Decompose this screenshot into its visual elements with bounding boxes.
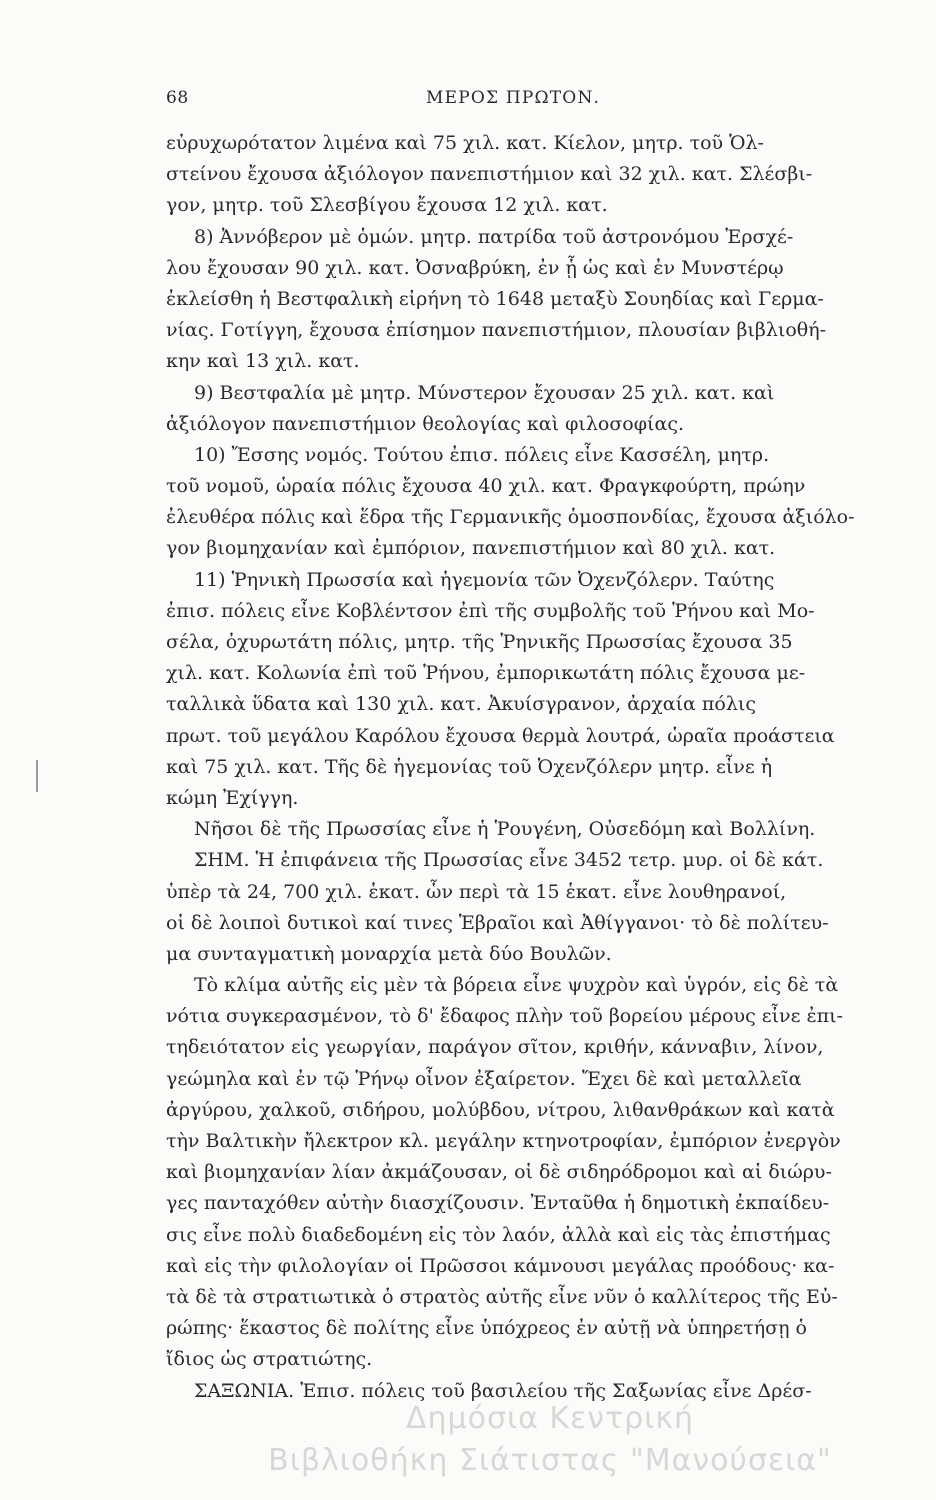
text-line: οἱ δὲ λοιποὶ δυτικοὶ καί τινες Ἑβραῖοι καὶ Ἀθίγγανοι· τὸ δὲ πολίτευ- — [166, 911, 829, 934]
text-line: σις εἶνε πολὺ διαδεδομένη εἰς τὸν λαόν, ἀλλὰ καὶ εἰς τὰς ἐπιστήμας — [166, 1223, 831, 1246]
text-line: ἐπισ. πόλεις εἶνε Κοβλέντσον ἐπὶ τῆς συμβολῆς τοῦ Ῥήνου καὶ Μο- — [166, 599, 815, 622]
margin-mark — [36, 760, 38, 792]
text-line: νίας. Γοτίγγη, ἔχουσα ἐπίσημον πανεπιστήμιον, πλουσίαν βιβλιοθή- — [166, 319, 827, 342]
text-line: ἀξιόλογον πανεπιστήμιον θεολογίας καὶ φιλοσοφίας. — [166, 412, 685, 435]
watermark-line: Βιβλιοθήκη Σιάτιστας "Μανούσεια" — [268, 1443, 832, 1478]
text-line: ἐκλείσθη ἡ Βεστφαλικὴ εἰρήνη τὸ 1648 μεταξὺ Σουηδίας καὶ Γερμα- — [166, 287, 824, 310]
text-line: ταλλικὰ ὕδατα καὶ 130 χιλ. κατ. Ἀκυίσγρανον, ἀρχαία πόλις — [166, 693, 756, 716]
text-line: πρωτ. τοῦ μεγάλου Καρόλου ἔχουσα θερμὰ λουτρά, ὡραῖα προάστεια — [166, 724, 835, 747]
page-number: 68 — [166, 88, 189, 108]
text-line: ρώπης· ἕκαστος δὲ πολίτης εἶνε ὑπόχρεος ἐν αὐτῇ νὰ ὑπηρετήσῃ ὁ — [166, 1317, 807, 1340]
text-line: τὴν Βαλτικὴν ἤλεκτρον κλ. μεγάλην κτηνοτροφίαν, ἐμπόριον ἐνεργὸν — [166, 1130, 841, 1152]
text-line: ἴδιος ὡς στρατιώτης. — [166, 1348, 373, 1371]
text-line: ὑπὲρ τὰ 24, 700 χιλ. ἑκατ. ὧν περὶ τὰ 15 ἑκατ. εἶνε λουθηρανοί, — [166, 880, 787, 903]
text-line: λου ἔχουσαν 90 χιλ. κατ. Ὀσναβρύκη, ἐν ᾗ ὡς καὶ ἐν Μυνστέρῳ — [166, 256, 784, 279]
library-watermark — [200, 1398, 900, 1488]
text-line: καὶ εἰς τὴν φιλολογίαν οἱ Πρῶσσοι κάμνουσι μεγάλας προόδους· κα- — [166, 1254, 835, 1277]
text-line: τοῦ νομοῦ, ὡραία πόλις ἔχουσα 40 χιλ. κατ. Φραγκφούρτη, πρώην — [166, 475, 806, 498]
text-line: μα συνταγματικὴ μοναρχία μετὰ δύο Βουλῶν. — [166, 942, 612, 965]
watermark-line: Δημόσια Κεντρική — [405, 1401, 695, 1436]
text-line: καὶ 75 χιλ. κατ. Τῆς δὲ ἡγεμονίας τοῦ Ὀχενζόλερν μητρ. εἶνε ἡ — [166, 755, 773, 778]
text-line: 11) Ῥηνικὴ Πρωσσία καὶ ἡγεμονία τῶν Ὀχενζόλερν. Ταύτης — [194, 568, 775, 591]
text-line: γον βιομηχανίαν καὶ ἐμπόριον, πανεπιστήμιον καὶ 80 χιλ. κατ. — [166, 537, 776, 560]
text-line: ΣΑΞΩΝΙΑ. Ἐπισ. πόλεις τοῦ βασιλείου τῆς Σαξωνίας εἶνε Δρέσ- — [194, 1379, 812, 1402]
text-line: Νῆσοι δὲ τῆς Πρωσσίας εἶνε ἡ Ῥουγένη, Οὐσεδόμη καὶ Βολλίνη. — [194, 818, 816, 841]
text-line: χιλ. κατ. Κολωνία ἐπὶ τοῦ Ῥήνου, ἐμπορικωτάτη πόλις ἔχουσα με- — [166, 662, 806, 685]
text-line: Τὸ κλίμα αὐτῆς εἰς μὲν τὰ βόρεια εἶνε ψυχρὸν καὶ ὑγρόν, εἰς δὲ τὰ — [194, 974, 839, 997]
page-header — [166, 88, 778, 118]
text-line: 9) Βεστφαλία μὲ μητρ. Μύνστερον ἔχουσαν 25 χιλ. κατ. καὶ — [194, 381, 775, 404]
text-line: τηδειότατον εἰς γεωργίαν, παράγον σῖτον, κριθήν, κάνναβιν, λίνον, — [166, 1036, 824, 1059]
text-line: ἐλευθέρα πόλις καὶ ἕδρα τῆς Γερμανικῆς ὁμοσπονδίας, ἔχουσα ἀξιόλο- — [166, 506, 855, 529]
text-line: νότια συγκερασμένον, τὸ δ' ἔδαφος πλὴν τοῦ βορείου μέρους εἶνε ἐπι- — [166, 1005, 844, 1028]
text-line: ἀργύρου, χαλκοῦ, σιδήρου, μολύβδου, νίτρου, λιθανθράκων καὶ κατὰ — [166, 1098, 835, 1121]
text-line: 10) Ἔσσης νομός. Τούτου ἐπισ. πόλεις εἶνε Κασσέλη, μητρ. — [194, 443, 770, 466]
text-line: τὰ δὲ τὰ στρατιωτικὰ ὁ στρατὸς αὐτῆς εἶνε νῦν ὁ καλλίτερος τῆς Εὐ- — [166, 1285, 838, 1308]
text-line: κώμη Ἐχίγγη. — [166, 786, 299, 809]
text-line: γες πανταχόθεν αὐτὴν διασχίζουσιν. Ἐνταῦθα ἡ δημοτικὴ ἐκπαίδευ- — [166, 1192, 830, 1215]
running-head: ΜΕΡΟΣ ΠΡΩΤΟΝ. — [426, 88, 601, 108]
text-line: εὐρυχωρότατον λιμένα καὶ 75 χιλ. κατ. Κίελον, μητρ. τοῦ Ὁλ- — [166, 132, 764, 154]
text-line: 8) Ἀννόβερον μὲ ὁμών. μητρ. πατρίδα τοῦ ἀστρονόμου Ἑρσχέ- — [194, 225, 794, 248]
text-line: γον, μητρ. τοῦ Σλεσβίγου ἔχουσα 12 χιλ. κατ. — [166, 194, 608, 217]
text-line: γεώμηλα καὶ ἐν τῷ Ῥήνῳ οἶνον ἐξαίρετον. Ἔχει δὲ καὶ μεταλλεῖα — [166, 1067, 802, 1090]
body-text — [166, 128, 855, 1407]
text-line: καὶ βιομηχανίαν λίαν ἀκμάζουσαν, οἱ δὲ σιδηρόδρομοι καὶ αἱ διώρυ- — [166, 1161, 832, 1184]
text-line: στείνου ἔχουσα ἀξιόλογον πανεπιστήμιον καὶ 32 χιλ. κατ. Σλέσβι- — [166, 163, 813, 186]
text-line: ΣΗΜ. Ἡ ἐπιφάνεια τῆς Πρωσσίας εἶνε 3452 τετρ. μυρ. οἱ δὲ κάτ. — [194, 849, 824, 872]
text-line: σέλα, ὀχυρωτάτη πόλις, μητρ. τῆς Ῥηνικῆς Πρωσσίας ἔχουσα 35 — [166, 631, 793, 653]
text-line: κην καὶ 13 χιλ. κατ. — [166, 350, 360, 373]
